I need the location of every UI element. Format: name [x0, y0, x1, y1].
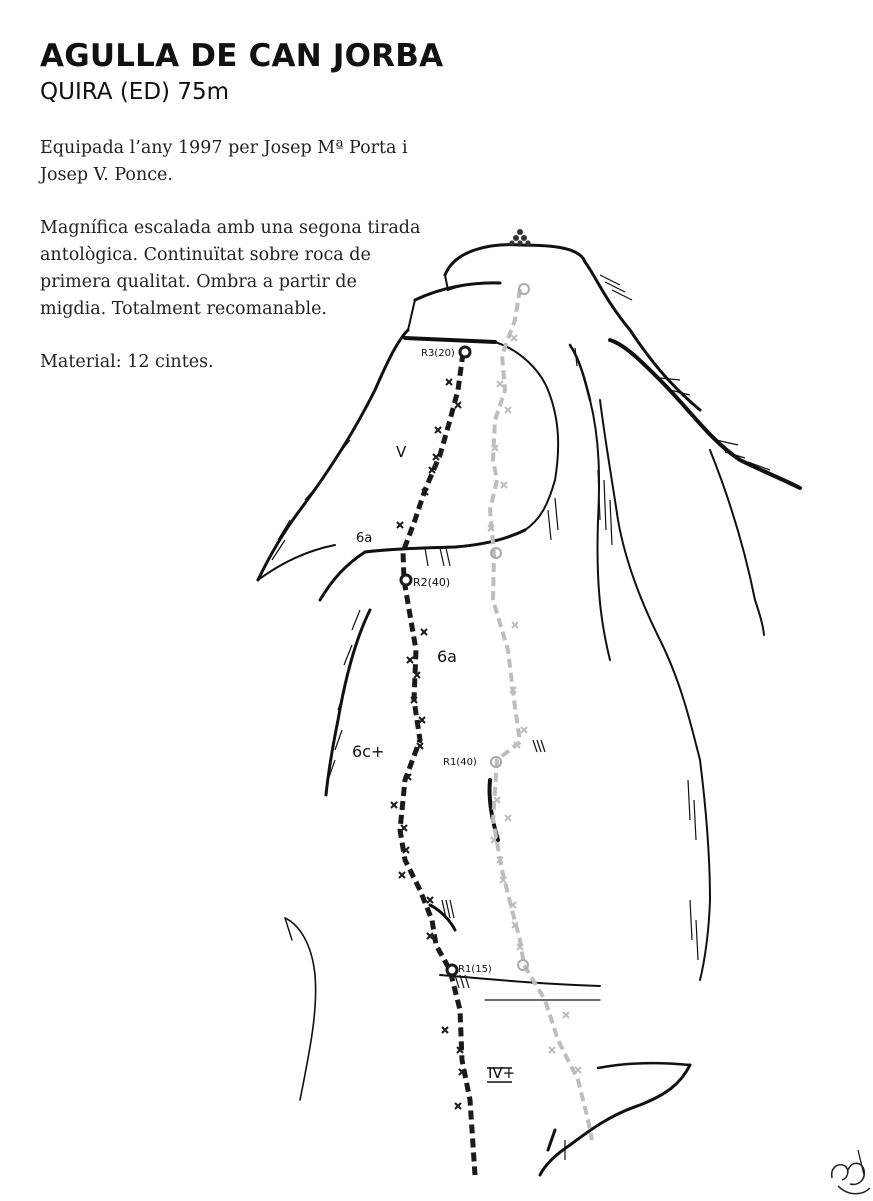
grade-label-v: V: [396, 443, 407, 461]
grade-label-iv-plus: IV+: [488, 1064, 516, 1082]
belay-label-r3: R3(20): [421, 348, 455, 359]
bolt-mark: [563, 1012, 569, 1018]
bolt-mark: [391, 802, 397, 808]
material-line: Material: 12 cintes.: [40, 352, 214, 372]
secondary-route-line: [490, 289, 592, 1140]
secondary-route-belays: [491, 284, 529, 970]
bolt-mark: [505, 815, 511, 821]
bolt-mark: [494, 797, 500, 803]
bolt-mark: [421, 629, 427, 635]
bolt-mark: [433, 454, 439, 460]
description-line-2: antològica. Continuïtat sobre roca de: [40, 245, 371, 265]
rock-hatching: [272, 275, 864, 1175]
bolt-mark: [455, 402, 461, 408]
bolt-mark: [446, 379, 452, 385]
grade-label-6a-mid: 6a: [437, 647, 457, 666]
grade-label-6a-upper: 6a: [356, 531, 373, 546]
bolt-mark: [419, 717, 425, 723]
equipment-line-1: Equipada l’any 1997 per Josep Mª Porta i: [40, 138, 408, 158]
belay-label-r1-black: R1(15): [458, 964, 492, 975]
rock-outline: [258, 245, 800, 1175]
grade-label-6c-plus: 6c+: [352, 742, 385, 761]
bolt-mark: [397, 522, 403, 528]
bolt-mark: [401, 825, 407, 831]
bolt-mark: [435, 427, 441, 433]
belay-label-r2: R2(40): [413, 576, 451, 589]
description-line-4: migdia. Totalment recomanable.: [40, 299, 327, 319]
bolt-mark: [399, 872, 405, 878]
bolt-mark: [511, 335, 517, 341]
bolt-mark: [407, 657, 413, 663]
bolt-mark: [575, 1067, 581, 1073]
bolt-mark: [455, 1103, 461, 1109]
summit-cairn-icon: [509, 229, 530, 246]
bolt-mark: [549, 1047, 555, 1053]
secondary-route-bolts: [488, 335, 581, 1073]
bolt-mark: [427, 897, 433, 903]
bolt-mark: [505, 407, 511, 413]
bolt-mark: [497, 381, 503, 387]
bolt-mark: [512, 622, 518, 628]
bolt-mark: [417, 743, 423, 749]
route-subtitle: QUIRA (ED) 75m: [40, 79, 229, 105]
description-line-3: primera qualitat. Ombra a partir de: [40, 272, 357, 292]
bolt-mark: [521, 727, 527, 733]
equipment-line-2: Josep V. Ponce.: [40, 165, 173, 185]
page-title: AGULLA DE CAN JORBA: [40, 38, 444, 74]
description-line-1: Magnífica escalada amb una segona tirada: [40, 218, 421, 238]
bolt-mark: [442, 1027, 448, 1033]
belay-label-r1-grey: R1(40): [443, 757, 477, 768]
bolt-mark: [501, 482, 507, 488]
author-logo-icon: [832, 1163, 870, 1194]
